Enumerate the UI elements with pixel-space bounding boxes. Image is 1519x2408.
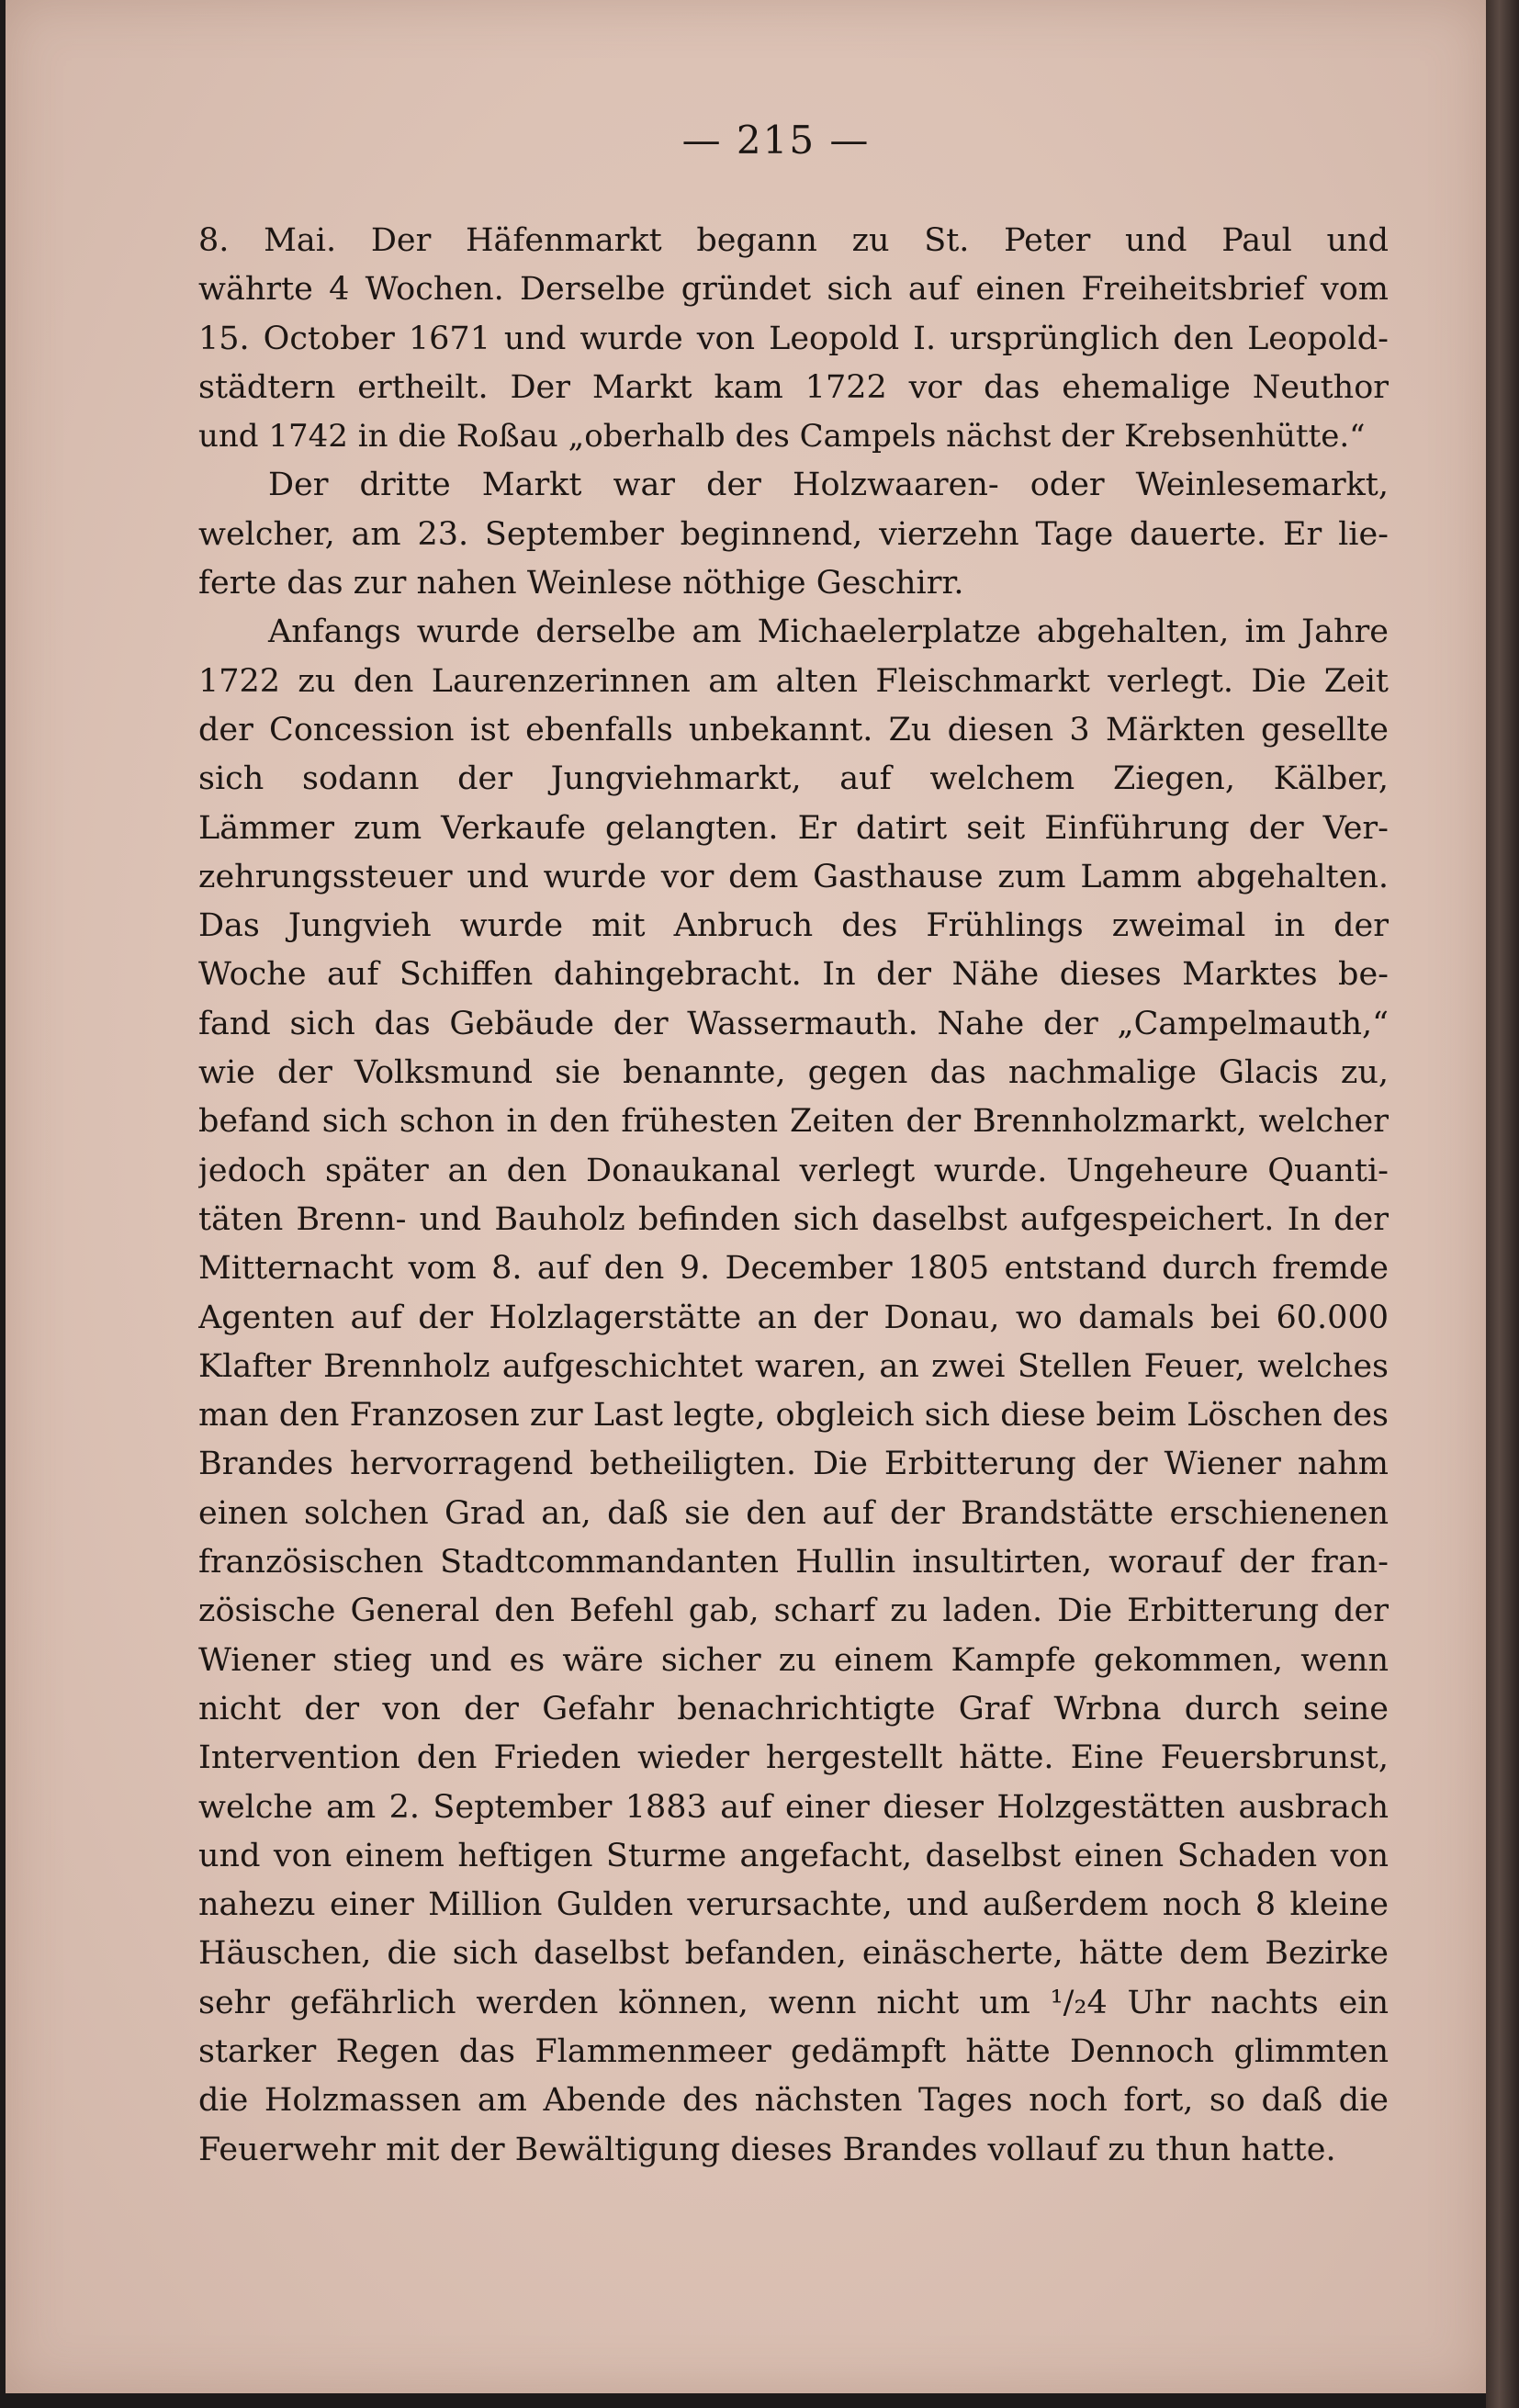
- text-line: Mitternacht vom 8. auf den 9. December 1805 entstand durch fremde: [198, 1250, 1389, 1288]
- text-line: sehr gefährlich werden können, wenn nicht um ¹/₂4 Uhr nachts ein: [198, 1984, 1389, 2021]
- body-text: [198, 217, 1389, 2175]
- text-line: der Concession ist ebenfalls unbekannt. Zu diesen 3 Märkten gesellte: [198, 711, 1389, 748]
- text-line: Woche auf Schiffen dahingebracht. In der Nähe dieses Marktes be-: [198, 956, 1389, 994]
- text-line: städtern ertheilt. Der Markt kam 1722 vor das ehemalige Neuthor: [198, 368, 1389, 406]
- text-line: französischen Stadtcommandanten Hullin insultirten, worauf der fran-: [198, 1544, 1389, 1581]
- text-line: 8. Mai. Der Häfenmarkt begann zu St. Peter und Paul und: [198, 222, 1389, 259]
- text-line: fand sich das Gebäude der Wassermauth. Nahe der „Campelmauth,“: [198, 1005, 1389, 1042]
- page-number: — 215 —: [681, 118, 871, 163]
- text-line: 15. October 1671 und wurde von Leopold I. ursprünglich den Leopold-: [198, 320, 1389, 357]
- text-line: starker Regen das Flammenmeer gedämpft hätte Dennoch glimmten: [198, 2032, 1389, 2070]
- text-line: einen solchen Grad an, daß sie den auf der Brandstätte erschienenen: [198, 1494, 1389, 1532]
- text-line: welche am 2. September 1883 auf einer dieser Holzgestätten ausbrach: [198, 1788, 1389, 1826]
- text-line: wie der Volksmund sie benannte, gegen das nachmalige Glacis zu,: [198, 1054, 1389, 1092]
- page-edge: [1486, 0, 1519, 2408]
- text-line: welcher, am 23. September beginnend, vierzehn Tage dauerte. Er lie-: [198, 515, 1389, 553]
- text-line: die Holzmassen am Abende des nächsten Tages noch fort, so daß die: [198, 2082, 1389, 2120]
- text-line: sich sodann der Jungviehmarkt, auf welchem Ziegen, Kälber,: [198, 760, 1389, 798]
- text-line: zösische General den Befehl gab, scharf zu laden. Die Erbitterung der: [198, 1592, 1389, 1630]
- text-line: Häuschen, die sich daselbst befanden, einäscherte, hätte dem Bezirke: [198, 1935, 1389, 1973]
- text-line: Lämmer zum Verkaufe gelangten. Er datirt seit Einführung der Ver-: [198, 809, 1389, 847]
- text-line: Intervention den Frieden wieder hergestellt hätte. Eine Feuersbrunst,: [198, 1739, 1389, 1777]
- text-line: nicht der von der Gefahr benachrichtigte Graf Wrbna durch seine: [198, 1690, 1389, 1727]
- text-line: 1722 zu den Laurenzerinnen am alten Fleischmarkt verlegt. Die Zeit: [198, 662, 1389, 700]
- text-line: befand sich schon in den frühesten Zeiten der Brennholzmarkt, welcher: [198, 1103, 1389, 1141]
- text-line: und 1742 in die Roßau „oberhalb des Campels nächst der Krebsenhütte.“: [198, 418, 1366, 456]
- text-line: ferte das zur nahen Weinlese nöthige Geschirr.: [198, 565, 964, 602]
- text-line: Anfangs wurde derselbe am Michaelerplatze abgehalten, im Jahre: [268, 613, 1389, 651]
- text-line: Agenten auf der Holzlagerstätte an der Donau, wo damals bei 60.000: [198, 1299, 1389, 1336]
- text-line: Der dritte Markt war der Holzwaaren- oder Weinlesemarkt,: [268, 467, 1389, 504]
- text-line: währte 4 Wochen. Derselbe gründet sich auf einen Freiheitsbrief vom: [198, 271, 1389, 309]
- text-line: täten Brenn- und Bauholz befinden sich daselbst aufgespeichert. In der: [198, 1200, 1389, 1238]
- text-line: zehrungssteuer und wurde vor dem Gasthause zum Lamm abgehalten.: [198, 858, 1389, 895]
- text-line: nahezu einer Million Gulden verursachte, und außerdem noch 8 kleine: [198, 1886, 1389, 1924]
- text-line: und von einem heftigen Sturme angefacht, daselbst einen Schaden von: [198, 1837, 1389, 1874]
- text-line: jedoch später an den Donaukanal verlegt wurde. Ungeheure Quanti-: [198, 1152, 1389, 1189]
- text-line: man den Franzosen zur Last legte, obgleich sich diese beim Löschen des: [198, 1397, 1389, 1435]
- text-line: Klafter Brennholz aufgeschichtet waren, an zwei Stellen Feuer, welches: [198, 1347, 1389, 1385]
- text-line: Wiener stieg und es wäre sicher zu einem Kampfe gekommen, wenn: [198, 1641, 1389, 1679]
- text-line: Das Jungvieh wurde mit Anbruch des Frühlings zweimal in der: [198, 907, 1389, 945]
- text-line: Brandes hervorragend betheiligten. Die Erbitterung der Wiener nahm: [198, 1446, 1389, 1483]
- text-line: Feuerwehr mit der Bewältigung dieses Brandes vollauf zu thun hatte.: [198, 2131, 1336, 2168]
